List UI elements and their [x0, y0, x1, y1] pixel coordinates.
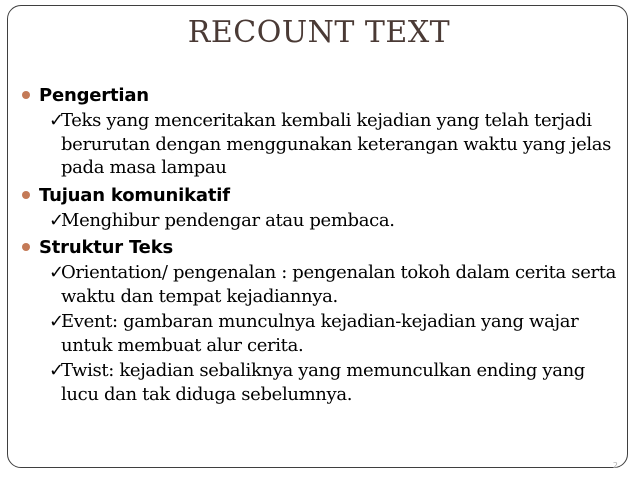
list-item-text: Menghibur pendengar atau pembaca. [61, 209, 395, 231]
section-heading-label: Struktur Teks [39, 237, 173, 258]
slide-content [22, 82, 622, 408]
checkmark-icon: ✓ [49, 360, 65, 381]
list-item [22, 261, 622, 308]
section-pengertian [22, 82, 622, 180]
slide-title: RECOUNT TEXT [187, 15, 451, 50]
section-heading [22, 234, 622, 261]
section-heading-label: Pengertian [39, 85, 149, 106]
section-tujuan-komunikatif [22, 182, 622, 233]
bullet-dot-icon [22, 91, 30, 99]
list-item [22, 359, 622, 406]
checkmark-icon: ✓ [49, 262, 65, 283]
list-item [22, 209, 622, 233]
bullet-dot-icon [22, 243, 30, 251]
list-item-text: Event: gambaran munculnya kejadian-kejadian yang wajar untuk membuat alur cerita. [61, 311, 579, 356]
checkmark-icon: ✓ [49, 311, 65, 332]
list-item [22, 109, 622, 180]
section-heading-label: Tujuan komunikatif [39, 184, 230, 206]
list-item-text: Orientation/ pengenalan : pengenalan tokoh dalam cerita serta waktu dan tempat kejadiannya. [61, 262, 617, 307]
checkmark-icon: ✓ [49, 209, 65, 231]
list-item-text: Teks yang menceritakan kembali kejadian yang telah terjadi berurutan dengan menggunakan keterangan waktu yang jelas pada masa lampau [61, 110, 612, 178]
section-struktur-teks [22, 234, 622, 406]
slide-number: 2 [612, 461, 618, 470]
list-item-text: Twist: kejadian sebaliknya yang memunculkan ending yang lucu dan tak diduga sebelumnya. [61, 360, 585, 405]
list-item [22, 310, 622, 357]
section-heading [22, 82, 622, 109]
checkmark-icon: ✓ [49, 110, 65, 131]
bullet-dot-icon [22, 191, 30, 199]
section-heading [22, 182, 622, 209]
